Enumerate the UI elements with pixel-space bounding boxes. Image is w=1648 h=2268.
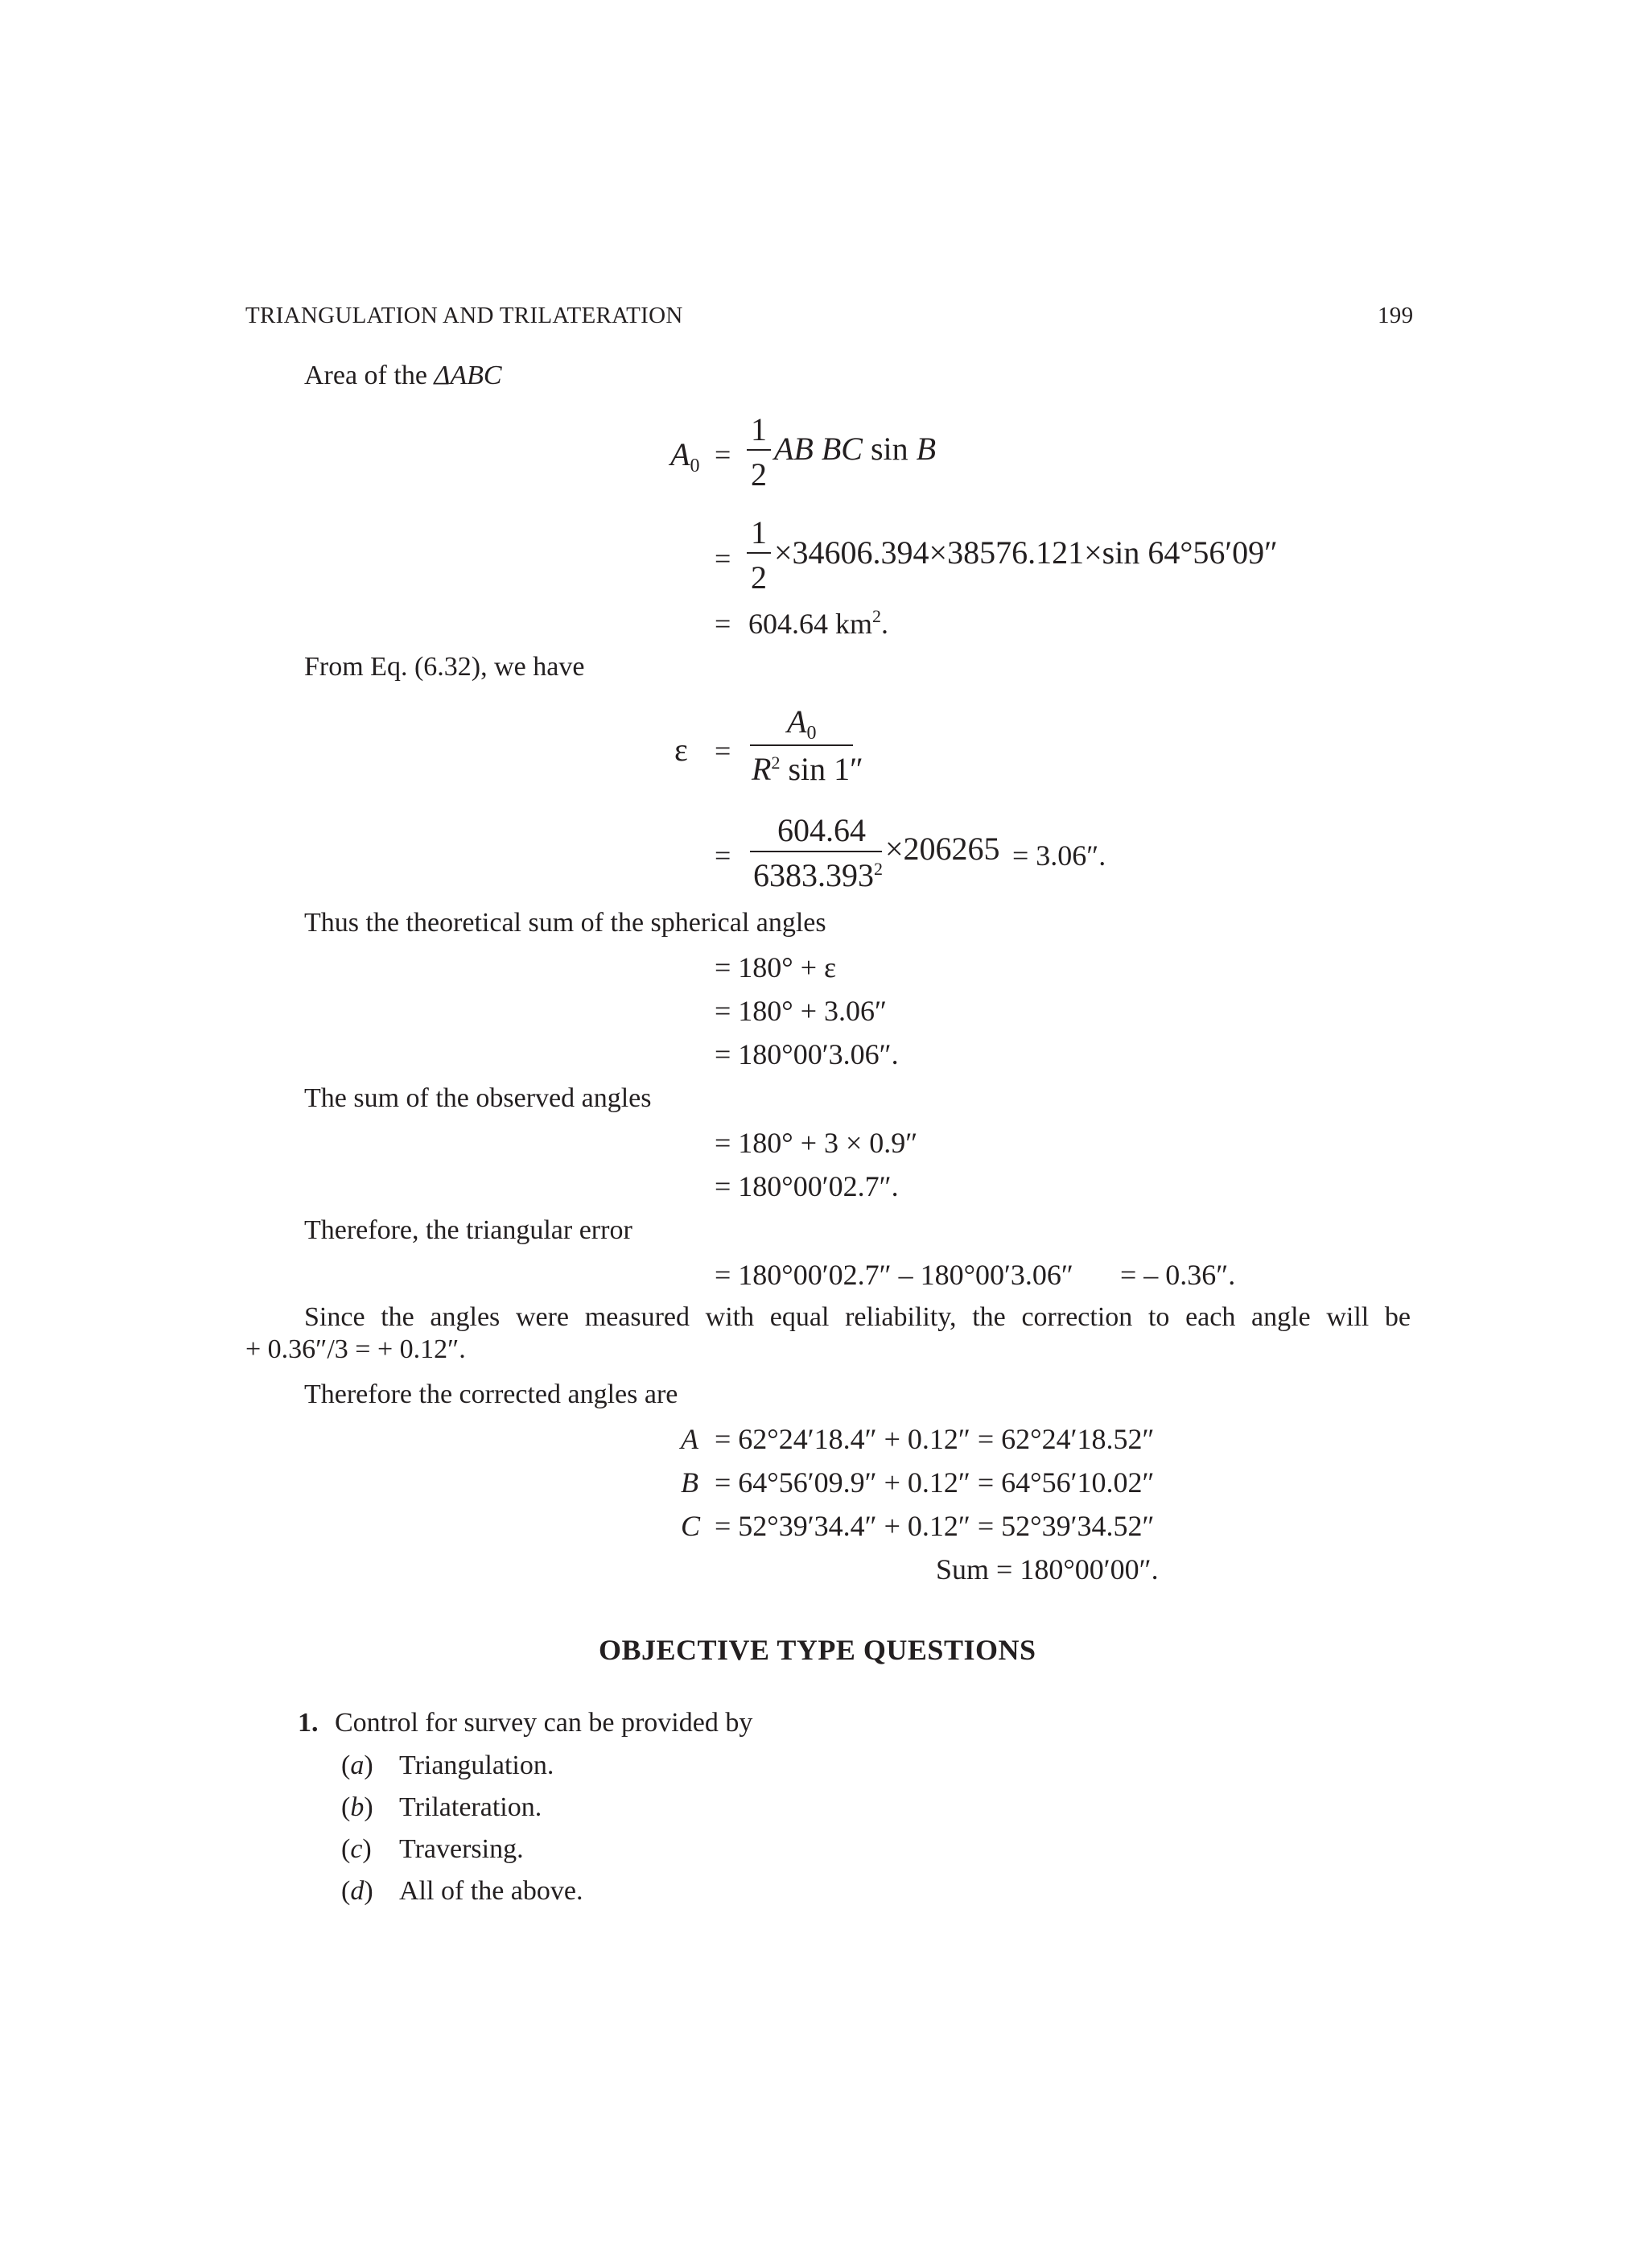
theoretical-intro: Thus the theoretical sum of the spherical angles (304, 908, 826, 938)
epsilon-denominator-2: 6383.393$^2$ (753, 857, 883, 893)
triangular-intro: Therefore, the triangular error (304, 1215, 632, 1245)
question-text: Control for survey can be provided by (335, 1708, 753, 1738)
theoretical-line: = 180° + 3.06″ (715, 995, 887, 1027)
corrected-expr-b: = 64°56′09.9″ + 0.12″ = 64°56′10.02″ (715, 1466, 1155, 1499)
area-intro-text: Area of the (304, 361, 435, 390)
observed-intro: The sum of the observed angles (304, 1083, 652, 1113)
epsilon-numerator-2: 604.64 (777, 812, 866, 848)
theoretical-line: = 180°00′3.06″. (715, 1038, 899, 1070)
corrected-label-c: C (681, 1510, 701, 1542)
epsilon-numerator: $A_0$ (787, 703, 817, 744)
epsilon-multiplier: ×206265 (885, 831, 1000, 867)
theoretical-line: = 180° + ε (715, 951, 837, 983)
equals-sign: = (715, 735, 731, 767)
corrected-intro: Therefore the corrected angles are (304, 1379, 678, 1409)
epsilon-result: = 3.06″. (1012, 839, 1106, 872)
reliability-line-1: Since the angles were measured with equal reliability, the correction to each angle will be (304, 1302, 1411, 1332)
triangular-line: = 180°00′02.7″ – 180°00′3.06″ (715, 1259, 1073, 1291)
fraction-numerator: 1 (751, 411, 767, 447)
corrected-label-b: B (681, 1466, 698, 1499)
corrected-sum: Sum = 180°00′00″. (936, 1553, 1159, 1586)
fraction-bar (750, 851, 882, 852)
fraction-denominator: 2 (751, 456, 767, 493)
option-b: (b) Trilateration. (341, 1792, 542, 1822)
question-number: 1. (298, 1708, 319, 1738)
area-result: 604.64 $km^2$. (748, 606, 889, 640)
observed-line: = 180°00′02.7″. (715, 1170, 899, 1202)
corrected-expr-c: = 52°39′34.4″ + 0.12″ = 52°39′34.52″ (715, 1510, 1155, 1542)
corrected-label-a: A (681, 1423, 698, 1455)
corrected-expr-a: = 62°24′18.4″ + 0.12″ = 62°24′18.52″ (715, 1423, 1155, 1455)
epsilon-lhs: ε (674, 732, 688, 768)
epsilon-denominator: $R^2$ sin 1″ (752, 751, 863, 787)
area-lhs: $A_0$ (670, 436, 700, 476)
option-a: (a) Triangulation. (341, 1750, 554, 1780)
option-c: (c) Traversing. (341, 1834, 524, 1864)
section-heading: OBJECTIVE TYPE QUESTIONS (599, 1634, 1036, 1666)
fraction-denominator: 2 (751, 559, 767, 596)
area-line2: ×34606.394×38576.121×sin 64°56′09″ (774, 534, 1278, 571)
equals-sign: = (715, 439, 731, 471)
equals-sign: = (715, 608, 731, 640)
equals-sign: = (715, 839, 731, 872)
fraction-bar (750, 744, 853, 746)
page-number: 199 (1378, 303, 1414, 328)
running-title: TRIANGULATION AND TRILATERATION (245, 303, 683, 328)
area-rhs: AB BC sin B (774, 431, 937, 467)
area-intro (304, 362, 502, 390)
fraction-bar (747, 449, 771, 451)
triangular-result: = – 0.36″. (1120, 1259, 1236, 1291)
option-d: (d) All of the above. (341, 1876, 583, 1906)
reliability-line-2: + 0.36″/3 = + 0.12″. (245, 1334, 466, 1364)
fraction-bar (747, 552, 771, 554)
question (298, 1709, 752, 1737)
triangle-label: ΔABC (434, 361, 502, 390)
equals-sign: = (715, 542, 731, 575)
from-eq-text: From Eq. (6.32), we have (304, 652, 585, 682)
observed-line: = 180° + 3 × 0.9″ (715, 1127, 918, 1159)
fraction-numerator: 1 (751, 514, 767, 551)
